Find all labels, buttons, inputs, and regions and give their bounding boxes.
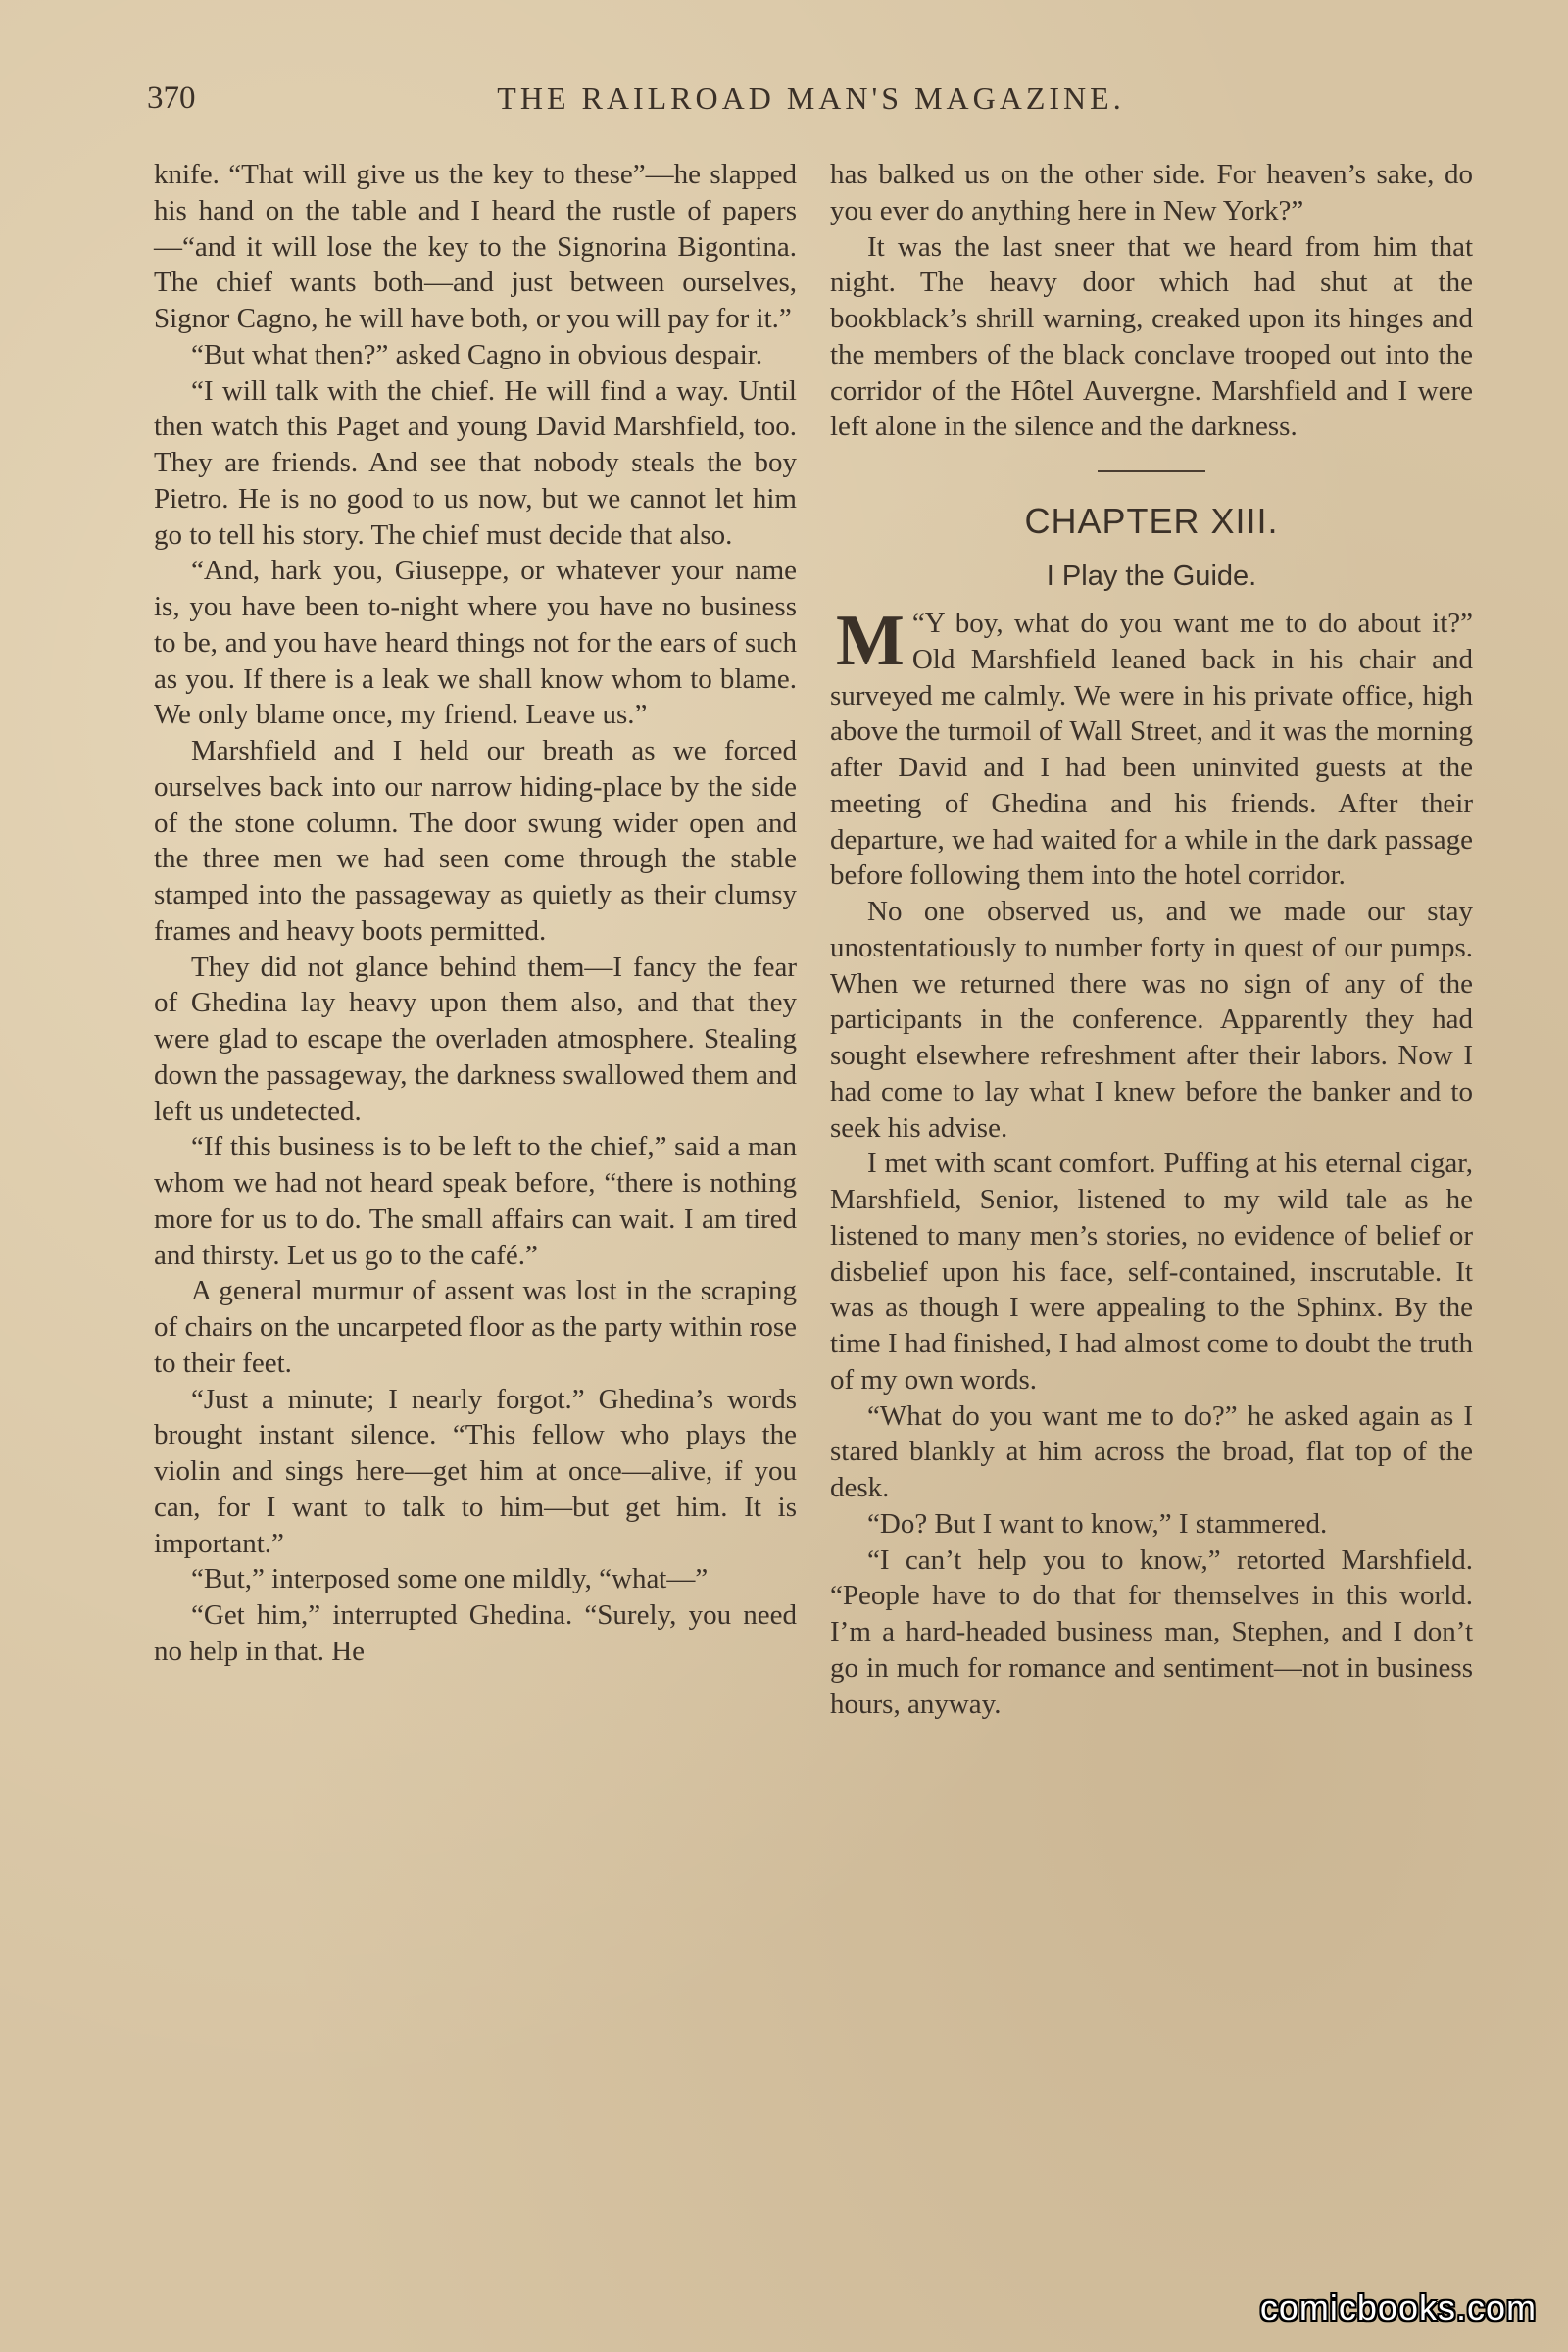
paragraph: “I will talk with the chief. He will find a way. Until then watch this Paget and young David Marshfield, too. They are friends. And see that nobody steals the boy Pietro. He is no good to us now, but we cannot let him go to tell his story. The chief must decide that also. xyxy=(154,374,797,551)
paragraph: No one observed us, and we made our stay unostentatiously to number forty in quest of our pumps. When we returned there was no sign of any of the participants in the conference. Apparently they had sought elsewhere refreshment after their labors. Now I had come to lay what I knew before the banker and to seek his advise. xyxy=(830,896,1473,1144)
paragraph: “Get him,” interrupted Ghedina. “Surely, you need no help in that. He xyxy=(154,1599,797,1667)
page-number: 370 xyxy=(147,80,196,116)
paragraph: “Do? But I want to know,” I stammered. xyxy=(867,1507,1328,1540)
paragraph: “If this business is to be left to the chief,” said a man whom we had not heard speak before, “there is nothing more for us to do. The small affairs can wait. I am tired and thirsty. Let us go to the café.” xyxy=(154,1131,797,1271)
right-column xyxy=(830,157,1473,1722)
paragraph: “And, hark you, Giuseppe, or whatever your name is, you have been to-night where you have no business to be, and you have heard things not for the ears of such as you. If there is a leak we shall know whom to blame. We only blame once, my friend. Leave us.” xyxy=(154,555,797,731)
left-column xyxy=(154,157,797,1670)
paragraph: “But what then?” asked Cagno in obvious despair. xyxy=(191,338,763,370)
opening-text: Y boy, what do you want me to do about it?” Old Marshfield leaned back in his chair and surveyed me calmly. We were in his private office, high above the turmoil of Wall Street, and it was the morning after David and I had been uninvited guests at the meeting of Ghedina and his friends. After their departure, we had waited for a while in the dark passage before following them into the hotel corridor. xyxy=(830,608,1473,892)
chapter-title: CHAPTER XIII. xyxy=(1024,501,1279,541)
section-divider xyxy=(1098,470,1205,472)
paragraph: “I can’t help you to know,” retorted Marshfield. “People have to do that for themselves in this world. I’m a hard-headed business man, Stephen, and I don’t go in much for romance and sentiment—not in business hours, anyway. xyxy=(830,1544,1473,1720)
paragraph: A general murmur of assent was lost in the scraping of chairs on the uncarpeted floor as the party within rose to their feet. xyxy=(154,1275,797,1379)
running-head: THE RAILROAD MAN'S MAGAZINE. xyxy=(497,80,1125,116)
chapter-subtitle: I Play the Guide. xyxy=(1046,561,1257,592)
paragraph: It was the last sneer that we heard from him that night. The heavy door which had shut at the bookblack’s shrill warning, creaked upon its hinges and the members of the black conclave trooped out into the corridor of the Hôtel Auvergne. Marshfield and I were left alone in the silence and the darkness. xyxy=(830,230,1473,443)
page-header xyxy=(147,80,1475,129)
drop-cap: M xyxy=(836,601,905,681)
paragraph: knife. “That will give us the key to these”—he slapped his hand on the table and I heard the rustle of papers—“and it will lose the key to the Signorina Bigontina. The chief wants both—and just between ourselves, Signor Cagno, he will have both, or you will pay for it.” xyxy=(154,159,797,334)
paragraph: has balked us on the other side. For heaven’s sake, do you ever do anything here in New York?” xyxy=(830,159,1473,226)
paragraph: Marshfield and I held our breath as we forced ourselves back into our narrow hiding-place by the side of the stone column. The door swung wider open and the three men we had seen come through the stable stamped into the passageway as quietly as their clumsy frames and heavy boots permitted. xyxy=(154,735,797,947)
watermark: comicbooks.com xyxy=(1259,2287,1537,2328)
paragraph: “Just a minute; I nearly forgot.” Ghedina’s words brought instant silence. “This fellow who plays the violin and sings here—get him at once—alive, if you can, for I want to talk to him—but get him. It is important.” xyxy=(154,1383,797,1559)
paragraph: “What do you want me to do?” he asked again as I stared blankly at him across the broad, flat top of the desk. xyxy=(830,1399,1473,1503)
paragraph: “But,” interposed some one mildly, “what—” xyxy=(191,1563,709,1595)
chapter-opening-paragraph xyxy=(830,601,1473,894)
paragraph: They did not glance behind them—I fancy the fear of Ghedina lay heavy upon them also, and that they were glad to escape the overladen atmosphere. Stealing down the passageway, the darkness swallowed them and left us undetected. xyxy=(154,951,797,1127)
opening-quote: “ xyxy=(911,608,925,639)
paragraph: I met with scant comfort. Puffing at his eternal cigar, Marshfield, Senior, listened to my wild tale as he listened to many men’s stories, no evidence of belief or disbelief upon his face, self-contained, inscrutable. It was as though I were appealing to the Sphinx. By the time I had finished, I had almost come to doubt the truth of my own words. xyxy=(830,1148,1473,1396)
